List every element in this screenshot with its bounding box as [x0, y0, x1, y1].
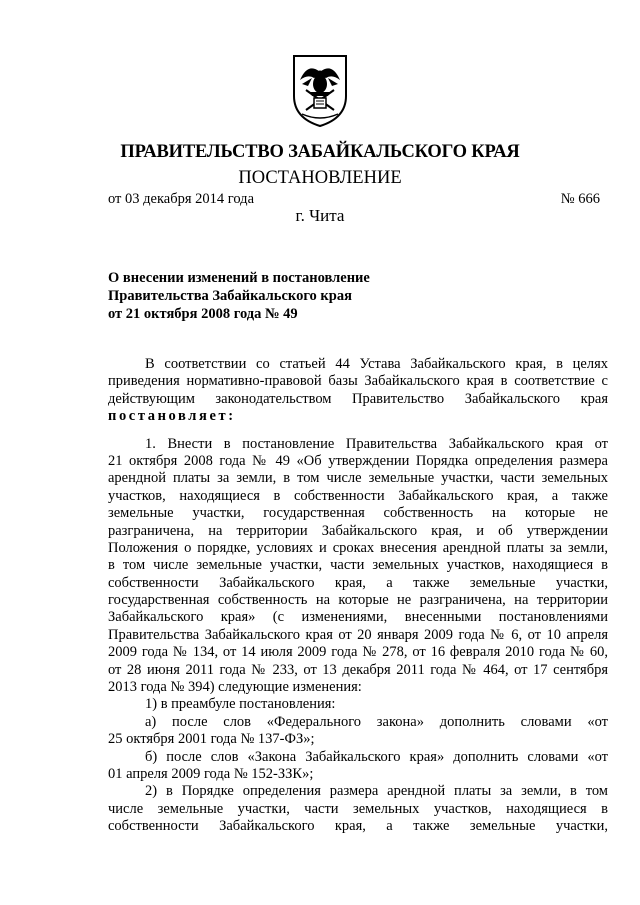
item1-line: государственная собственность на которые не разграничена, на территории: [108, 592, 608, 609]
sub2-line: собственности Забайкальского края, а также земельные участки,: [108, 818, 608, 835]
item1-line: собственности Забайкальского края, а также земельные участки,: [108, 574, 608, 591]
item1-line: 21 октября 2008 года № 49 «Об утверждении Порядка определения размера: [108, 452, 608, 469]
sub1b-line: 01 апреля 2009 года № 152-ЗЗК»;: [108, 765, 314, 782]
item1-line: 2013 года № 394) следующие изменения:: [108, 679, 362, 696]
preamble-line: В соответствии со статьей 44 Устава Забайкальского края, в целях: [145, 356, 608, 372]
subject-line: О внесении изменений в постановление: [108, 270, 370, 286]
sub2-line: числе земельные участки, части земельных участков, находящиеся в: [108, 800, 608, 817]
item1-line: в том числе земельные участки, части земельных участков, находящиеся в: [108, 557, 608, 574]
document-subject: [108, 269, 370, 323]
item1-line: 1. Внести в постановление Правительства Забайкальского края от: [145, 435, 608, 452]
item1-line: 2009 года № 134, от 14 июля 2009 года № 278, от 16 февраля 2010 года № 60,: [108, 644, 608, 661]
document-number: № 666: [560, 191, 600, 207]
preamble-line: приведения нормативно-правовой базы Забайкальского края в соответствие с: [108, 373, 608, 390]
document-city: г. Чита: [295, 206, 345, 225]
item1-line: разграничена, на территории Забайкальского края, и об утверждении: [108, 522, 608, 539]
subject-line: от 21 октября 2008 года № 49: [108, 306, 298, 322]
resolves-line: [108, 408, 608, 425]
resolves-word: постановляет:: [108, 408, 236, 425]
item1-line: арендной платы за земли, в том числе земельные участки, части земельных: [108, 470, 608, 487]
document-body: [108, 356, 608, 836]
document-date: от 03 декабря 2014 года: [108, 191, 254, 207]
item1-line: участков, находящиеся в собственности Забайкальского края, а также: [108, 487, 608, 504]
preamble-line: действующим законодательством Правительство Забайкальского края: [108, 390, 608, 407]
sub1a-line: а) после слов «Федерального закона» дополнить словами «от: [145, 713, 608, 730]
government-title: ПРАВИТЕЛЬСТВО ЗАБАЙКАЛЬСКОГО КРАЯ: [120, 142, 520, 162]
document-type: ПОСТАНОВЛЕНИЕ: [238, 168, 402, 188]
item1-line: земельные участки, государственная собственность на которые не: [108, 505, 608, 522]
item1-line: от 28 июня 2011 года № 233, от 13 декабря 2011 года № 464, от 17 сентября: [108, 661, 608, 678]
item1-line: Положения о порядке, условиях и сроках внесения арендной платы за земли,: [108, 539, 608, 556]
coat-of-arms-emblem: [288, 52, 352, 128]
subject-line: Правительства Забайкальского края: [108, 288, 352, 304]
item1-line: Забайкальского края» (с изменениями, внесенными постановлениями: [108, 609, 608, 626]
item1-line: Правительства Забайкальского края от 20 января 2009 года № 6, от 10 апреля: [108, 626, 608, 643]
sub1b-line: б) после слов «Закона Забайкальского края» дополнить словами «от: [145, 748, 608, 765]
sub2-line: 2) в Порядке определения размера арендной платы за земли, в том: [145, 783, 608, 800]
sub1a-line: 25 октября 2001 года № 137-ФЗ»;: [108, 731, 315, 748]
sub1-line: 1) в преамбуле постановления:: [145, 696, 336, 713]
